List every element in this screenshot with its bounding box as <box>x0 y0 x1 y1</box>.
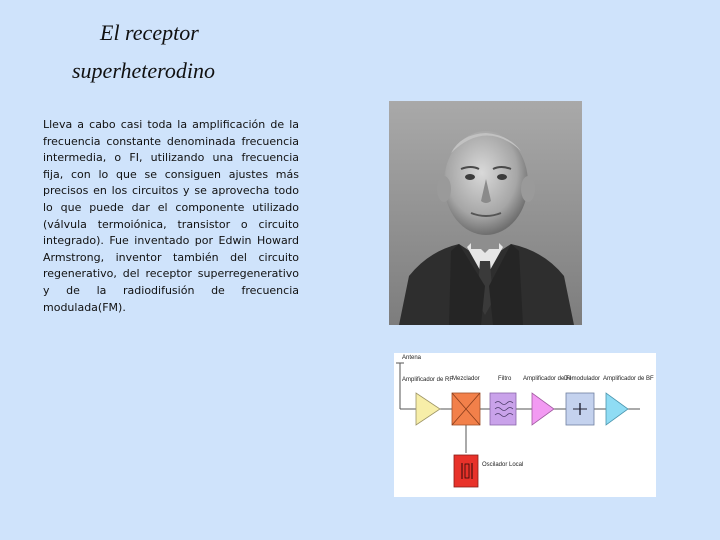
local-oscillator-label: Oscilador Local <box>482 462 524 468</box>
bf-amplifier-block <box>606 393 628 425</box>
if-amplifier-block <box>532 393 554 425</box>
mixer-block <box>452 393 480 425</box>
filter-label: Filtro <box>498 376 512 382</box>
slide-body-text: Lleva a cabo casi toda la amplificación de la frecuencia constante denominada frecuencia intermedia, o FI, utilizando una frecuencia fija, con lo que se consiguen ajustes más precisos en los circuitos y se aprovecha todo lo que puede dar el componente utilizado (válvula termoiónica, transistor o circuito integrado). Fue inventado por Edwin Howard Armstrong, inventor también del circuito regenerativo, del receptor superregenerativo y de la radiodifusión de frecuencia modulada(FM). <box>43 118 299 314</box>
filter-block <box>490 393 516 425</box>
rf-amp-label: Amplificador de RF <box>402 377 454 383</box>
antenna-icon <box>396 363 416 409</box>
bf-amp-label: Amplificador de BF <box>603 376 654 382</box>
superheterodyne-block-diagram <box>394 353 656 497</box>
demodulator-block <box>566 393 594 425</box>
demodulator-label: Demodulador <box>564 376 601 382</box>
local-oscillator-block <box>454 455 478 487</box>
slide-title-line-1: El receptor <box>100 20 199 45</box>
mixer-label: Mezclador <box>452 376 480 382</box>
if-amp-label: Amplificador de FI <box>523 376 572 382</box>
armstrong-portrait <box>389 101 582 325</box>
slide-title-line-2: superheterodino <box>72 58 215 83</box>
antenna-label: Antena <box>402 355 422 361</box>
rf-amplifier-block <box>416 393 440 425</box>
